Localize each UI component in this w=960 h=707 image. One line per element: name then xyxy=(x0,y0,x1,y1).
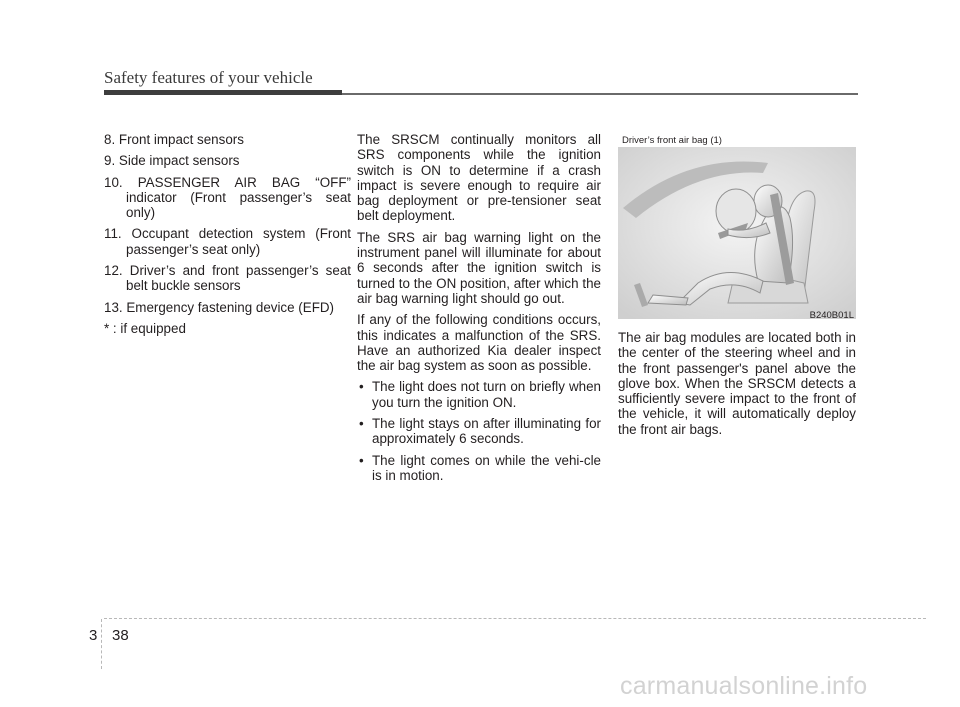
bullet-icon: • xyxy=(359,379,364,395)
column-right xyxy=(618,330,856,443)
page-number: 38 xyxy=(112,627,129,644)
figure-code: B240B01L xyxy=(809,310,854,321)
footer-divider xyxy=(101,619,102,669)
column-left xyxy=(104,132,351,342)
page-header-title: Safety features of your vehicle xyxy=(104,68,313,87)
chapter-number: 3 xyxy=(89,627,98,644)
footer-rule xyxy=(104,618,926,619)
list-item: 8. Front impact sensors xyxy=(104,132,244,147)
bullet-item: • The light does not turn on briefly when you turn the ignition ON. xyxy=(359,379,601,410)
airbag-figure xyxy=(618,133,856,323)
paragraph: The SRS air bag warning light on the instrument panel will illuminate for about 6 seconds after the ignition switch is turned to the ON position, after which the air bag warning light should go out. xyxy=(357,229,601,306)
list-item: 9. Side impact sensors xyxy=(104,153,240,169)
driver-airbag-illustration xyxy=(618,133,856,323)
header-rule xyxy=(342,93,858,95)
bullet-icon: • xyxy=(359,452,364,468)
list-item: 11. Occupant detection system (Front passenger’s seat only) xyxy=(104,226,351,257)
bullet-icon: • xyxy=(359,416,364,432)
bullet-item: • The light comes on while the vehi-cle is in motion. xyxy=(359,452,601,483)
list-item: 13. Emergency fastening device (EFD) xyxy=(104,299,334,315)
list-item: 12. Driver’s and front passenger’s seat belt buckle sensors xyxy=(104,263,351,294)
figure-caption: Driver’s front air bag (1) xyxy=(622,135,722,146)
footnote: * : if equipped xyxy=(104,320,186,336)
header-bar xyxy=(104,90,342,95)
paragraph: If any of the following conditions occurs, this indicates a malfunction of the SRS. Have an authorized Kia dealer inspect the air bag system as soon as possible. xyxy=(357,312,601,374)
watermark: carmanualsonline.info xyxy=(620,672,868,700)
column-middle xyxy=(357,132,601,489)
paragraph: The SRSCM continually monitors all SRS components while the ignition switch is ON to determine if a crash impact is severe enough to require air bag deployment or pre-tensioner seat belt deployment. xyxy=(357,132,601,224)
bullet-item: • The light stays on after illuminating for approximately 6 seconds. xyxy=(359,416,601,447)
list-item: 10. PASSENGER AIR BAG “OFF” indicator (Front passenger’s seat only) xyxy=(104,174,351,221)
paragraph: The air bag modules are located both in the center of the steering wheel and in the front passenger's panel above the glove box. When the SRSCM detects a sufficiently severe impact to the front of the vehicle, it will automatically deploy the front air bags. xyxy=(618,330,856,437)
